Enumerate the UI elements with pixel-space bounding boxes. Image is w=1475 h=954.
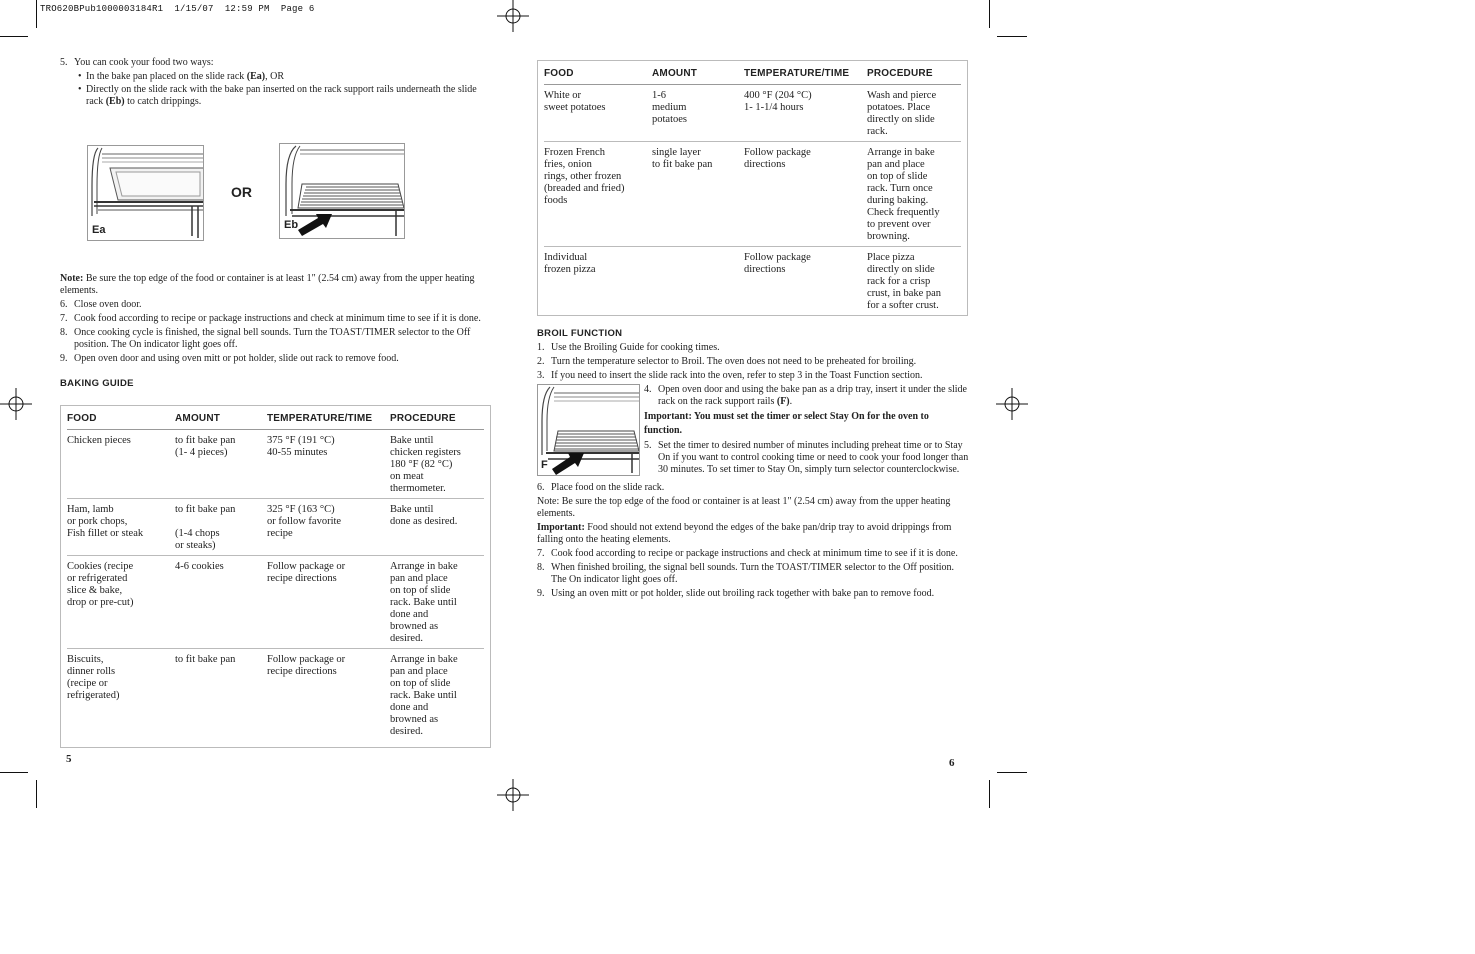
table-row: Frozen French fries, onion rings, other frozen (breaded and fried) foods single layer to fit bake pan Follow package directions Arrange in bake pan and place on top of slide rack. Turn once during baking. Check frequently to prevent over browning.: [544, 142, 961, 247]
registration-mark-icon: [497, 779, 529, 811]
table-header-row: FOOD AMOUNT TEMPERATURE/TIME PROCEDURE: [67, 410, 484, 430]
step-7: 7. Cook food according to recipe or package instructions and check at minimum time to see if it is done.: [60, 313, 481, 324]
table-row: Individual frozen pizza Follow package directions Place pizza directly on slide rack for a crisp crust, in bake pan for a softer crust.: [544, 252, 942, 311]
crop-mark: [997, 772, 1027, 773]
crop-mark: [989, 780, 990, 808]
figure-eb: [279, 143, 405, 239]
figure-ea: [87, 145, 204, 241]
step-6: 6. Close oven door.: [60, 299, 142, 310]
step-8: 8. Once cooking cycle is finished, the signal bell sounds. Turn the TOAST/TIMER selector to the Off position. The On indicator light goes off.: [60, 327, 471, 350]
page-number-right: 6: [949, 757, 955, 769]
broil-step-4: 4. Open oven door and using the bake pan as a drip tray, insert it under the slide rack on the rack support rails (F).: [644, 384, 967, 407]
broil-note: Note: Be sure the top edge of the food or container is at least 1" (2.54 cm) away from the upper heating elements.: [537, 496, 951, 519]
figure-f: [537, 384, 640, 476]
registration-mark-icon: [497, 0, 529, 32]
bullet-ea: • In the bake pan placed on the slide rack (Ea), OR: [78, 71, 285, 82]
table-row: Ham, lamb or pork chops, Fish fillet or steak to fit bake pan (1-4 chops or steaks) 325 °F (163 °C) or follow favorite recipe Bake until done as desired.: [67, 499, 484, 556]
bullet-eb: • Directly on the slide rack with the bake pan inserted on the rack support rails underneath the slide rack (Eb) to catch drippings.: [78, 84, 477, 107]
table-row: Biscuits, dinner rolls (recipe or refrigerated) to fit bake pan Follow package or recipe directions Arrange in bake pan and place on top of slide rack. Bake until done and browned as desired.: [67, 654, 458, 737]
broil-step-5: 5. Set the timer to desired number of minutes including preheat time or to Stay On if you want to control cooking time or need to cook your food longer than 30 minutes. To set timer to Stay On, simply turn selector counterclockwise.: [644, 440, 969, 475]
broil-steps-1-3: [537, 342, 969, 382]
page-number-left: 5: [66, 753, 72, 765]
broil-function-title: BROIL FUNCTION: [537, 328, 623, 339]
figure-f-label: F: [541, 459, 548, 471]
table-row: White or sweet potatoes 1-6 medium potatoes 400 °F (204 °C) 1- 1-1/4 hours Wash and pierce potatoes. Place directly on slide rack.: [544, 85, 961, 142]
broil-step-2: 2. Turn the temperature selector to Broil. The oven does not need to be preheated for broiling.: [537, 356, 917, 367]
broil-steps-7-9: [537, 548, 969, 600]
left-page: [60, 57, 490, 748]
or-label: OR: [231, 184, 252, 200]
oven-drip-tray-illustration-icon: [538, 385, 640, 476]
food-guide-table: [537, 60, 968, 316]
crop-mark: [36, 780, 37, 808]
step-5: 5. You can cook your food two ways:: [60, 57, 214, 68]
baking-guide-table: [60, 405, 491, 748]
crop-mark: [0, 36, 28, 37]
print-slug: TRO620BPub1000003184R1 1/15/07 12:59 PM Page 6: [40, 4, 315, 14]
broil-important-note: Important: Food should not extend beyond the edges of the bake pan/drip tray to avoid drippings from falling onto the heating elements.: [537, 522, 952, 545]
broil-step-8: 8. When finished broiling, the signal bell sounds. Turn the TOAST/TIMER selector to the Off position. The On indicator light goes off.: [537, 562, 955, 585]
crop-mark: [989, 0, 990, 28]
registration-mark-icon: [0, 388, 32, 420]
step-9: 9. Open oven door and using oven mitt or pot holder, slide out rack to remove food.: [60, 353, 399, 364]
broil-step-7: 7. Cook food according to recipe or package instructions and check at minimum time to see if it is done.: [537, 548, 958, 559]
broil-figure-block: [537, 384, 969, 478]
broil-step-3: 3. If you need to insert the slide rack into the oven, refer to step 3 in the Toast Function section.: [537, 370, 923, 381]
note-paragraph: Note: Be sure the top edge of the food or container is at least 1" (2.54 cm) away from the upper heating elements.: [60, 273, 475, 296]
table-header-row: FOOD AMOUNT TEMPERATURE/TIME PROCEDURE: [544, 65, 961, 85]
figures-row: [60, 126, 490, 266]
table-row: Chicken pieces to fit bake pan (1- 4 pieces) 375 °F (191 °C) 40-55 minutes Bake until chicken registers 180 °F (82 °C) on meat thermometer.: [67, 430, 484, 499]
broil-step-1: 1. Use the Broiling Guide for cooking times.: [537, 342, 720, 353]
table-row: Cookies (recipe or refrigerated slice & bake, drop or pre-cut) 4-6 cookies Follow package or recipe directions Arrange in bake pan and place on top of slide rack. Bake until done and browned as desired.: [67, 556, 484, 649]
broil-step-6: 6. Place food on the slide rack.: [537, 482, 665, 493]
broil-figure-text: [640, 384, 969, 478]
figure-eb-label: Eb: [284, 219, 299, 231]
broil-step-9: 9. Using an oven mitt or pot holder, slide out broiling rack together with bake pan to remove food.: [537, 588, 935, 599]
baking-guide-title: BAKING GUIDE: [60, 378, 134, 389]
important-timer-note: Important: You must set the timer or select Stay On for the oven to function.: [644, 411, 929, 436]
oven-slide-rack-illustration-icon: [280, 144, 405, 239]
crop-mark: [36, 0, 37, 28]
crop-mark: [997, 36, 1027, 37]
crop-mark: [0, 772, 28, 773]
registration-mark-icon: [996, 388, 1028, 420]
steps-6-9: [60, 299, 490, 365]
right-page: [537, 60, 969, 602]
figure-ea-label: Ea: [92, 224, 106, 236]
